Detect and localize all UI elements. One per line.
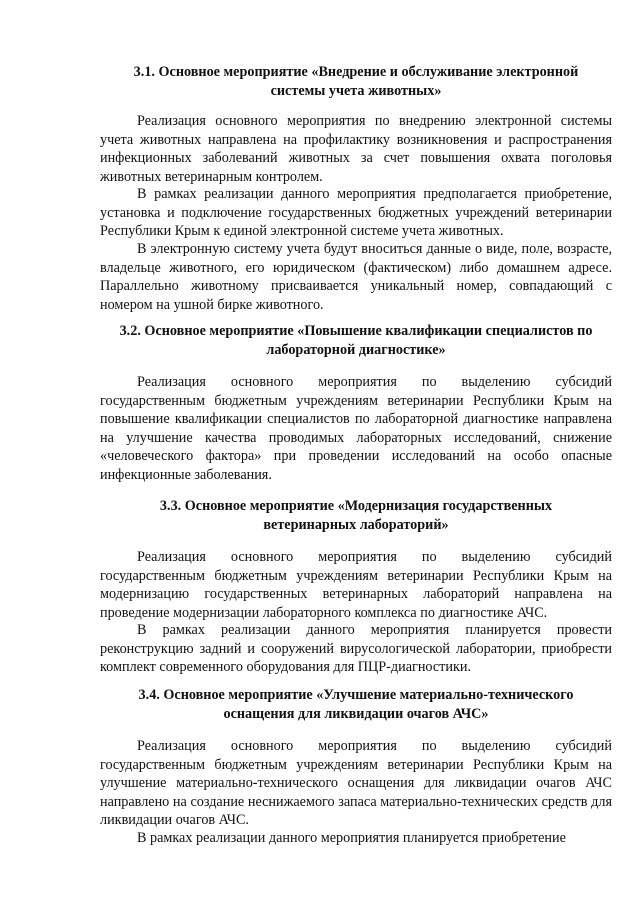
paragraph: Реализация основного мероприятия по внедрению электронной системы учета животных направлена на профилактику возникновения и распространения инфекционных заболеваний животных за счет повышения охвата поголовья животных ветеринарным контролем.: [100, 113, 612, 185]
paragraph: Реализация основного мероприятия по выделению субсидий государственным бюджетным учреждениям ветеринарии Республики Крым на повышение квалификации специалистов по лабораторной диагностике направлена на улучшение качества проводимых лабораторных исследований, снижение «человеческого фактора» при проведении исследований на особо опасные инфекционные заболевания.: [100, 374, 612, 483]
section-title-line: лабораторной диагностике»: [266, 342, 446, 358]
section-title-line: системы учета животных»: [270, 83, 442, 99]
section-title-3-2: [100, 322, 612, 360]
paragraph: В рамках реализации данного мероприятия предполагается приобретение, установка и подключение государственных бюджетных учреждений ветеринарии Республики Крым к единой электронной системе учета животных.: [100, 186, 612, 239]
section-title-line: 3.4. Основное мероприятие «Улучшение материально-технического: [138, 687, 574, 703]
paragraph: Реализация основного мероприятия по выделению субсидий государственным бюджетным учреждениям ветеринарии Республики Крым на улучшение материально-технического оснащения для ликвидации очагов АЧС направлено на создание неснижаемого запаса материально-технических средств для ликвидации очагов АЧС.: [100, 738, 612, 828]
section-title-3-4: [100, 686, 612, 724]
section-title-line: 3.2. Основное мероприятие «Повышение квалификации специалистов по: [119, 323, 593, 339]
section-title-line: оснащения для ликвидации очагов АЧС»: [223, 706, 489, 722]
paragraph: В рамках реализации данного мероприятия планируется приобретение: [137, 830, 566, 846]
section-title-3-1: [100, 63, 612, 101]
section-title-line: 3.3. Основное мероприятие «Модернизация государственных: [159, 498, 553, 514]
paragraph: В рамках реализации данного мероприятия планируется провести реконструкцию задний и сооружений вирусологической лаборатории, приобрести комплект современного оборудования для ПЦР-диагностики.: [100, 622, 612, 675]
paragraph: В электронную систему учета будут вноситься данные о виде, поле, возрасте, владельце животного, его юридическом (фактическом) либо домашнем адресе. Параллельно животному присваивается уникальный номер, совпадающий с номером на ушной бирке животного.: [100, 241, 612, 313]
paragraph: Реализация основного мероприятия по выделению субсидий государственным бюджетным учреждениям ветеринарии Республики Крым на модернизацию государственных ветеринарных лабораторий направлена на проведение модернизации лабораторного комплекса по диагностике АЧС.: [100, 549, 612, 621]
section-title-3-3: [100, 497, 612, 535]
section-title-line: ветеринарных лабораторий»: [263, 517, 449, 533]
section-title-line: 3.1. Основное мероприятие «Внедрение и обслуживание электронной: [133, 64, 579, 80]
